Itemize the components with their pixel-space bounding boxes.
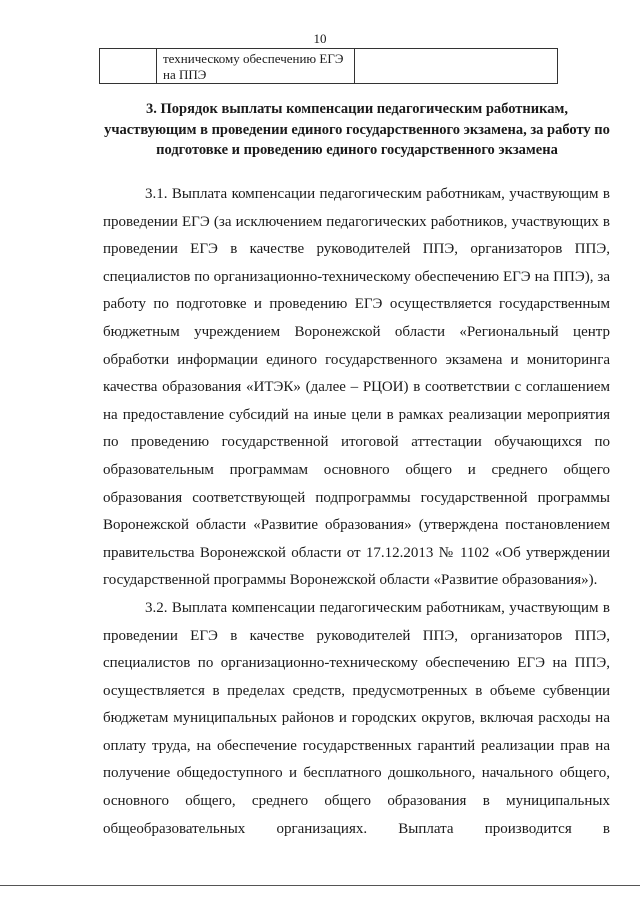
paragraph-3-2: 3.2. Выплата компенсации педагогическим работникам, участвующим в проведении ЕГЭ в качестве руководителей ППЭ, организаторов ППЭ, специалистов по организационно-техническому обеспечению ЕГЭ на ППЭ, осуществляется в пределах средств, предусмотренных в объеме субвенции бюджетам муниципальных районов и городских округов, включая расходы на оплату труда, на обеспечение государственных гарантий реализации прав на получение общедоступного и бесплатного дошкольного, начального общего, основного общего, среднего общего образования в муниципальных общеобразовательных организациях. Выплата производится в [103, 599, 610, 837]
paragraph-3-1: 3.1. Выплата компенсации педагогическим работникам, участвующим в проведении ЕГЭ (за исключением педагогических работников, участвующих в проведении ЕГЭ в качестве руководителей ППЭ, организаторов ППЭ, специалистов по организационно-техническому обеспечению ЕГЭ на ППЭ), за работу по подготовке и проведению ЕГЭ осуществляется государственным бюджетным учреждением Воронежской области «Региональный центр обработки информации единого государственного экзамена и мониторинга качества образования «ИТЭК» (далее – РЦОИ) в соответствии с соглашением на предоставление субсидий на иные цели в рамках реализации мероприятия по проведению государственной итоговой аттестации обучающихся по образовательным программам основного общего и среднего общего образования соответствующей подпрограммы государственной программы Воронежской области «Развитие образования» (утверждена постановлением правительства Воронежской области от 17.12.2013 № 1102 «Об утверждении государственной программы Воронежской области «Развитие образования»). [103, 186, 610, 589]
footer-divider [0, 885, 640, 886]
section-heading: 3. Порядок выплаты компенсации педагогическим работникам, участвующим в проведении единого государственного экзамена, за работу по подготовке и проведению единого государственного экзамена [104, 101, 610, 158]
table-cell-empty [100, 49, 157, 83]
page-number: 10 [313, 31, 327, 46]
body-text [103, 181, 610, 843]
table-cell-empty [355, 49, 557, 83]
table-fragment [99, 48, 558, 84]
table-cell-text: техническому обеспечению ЕГЭ на ППЭ [157, 49, 355, 83]
